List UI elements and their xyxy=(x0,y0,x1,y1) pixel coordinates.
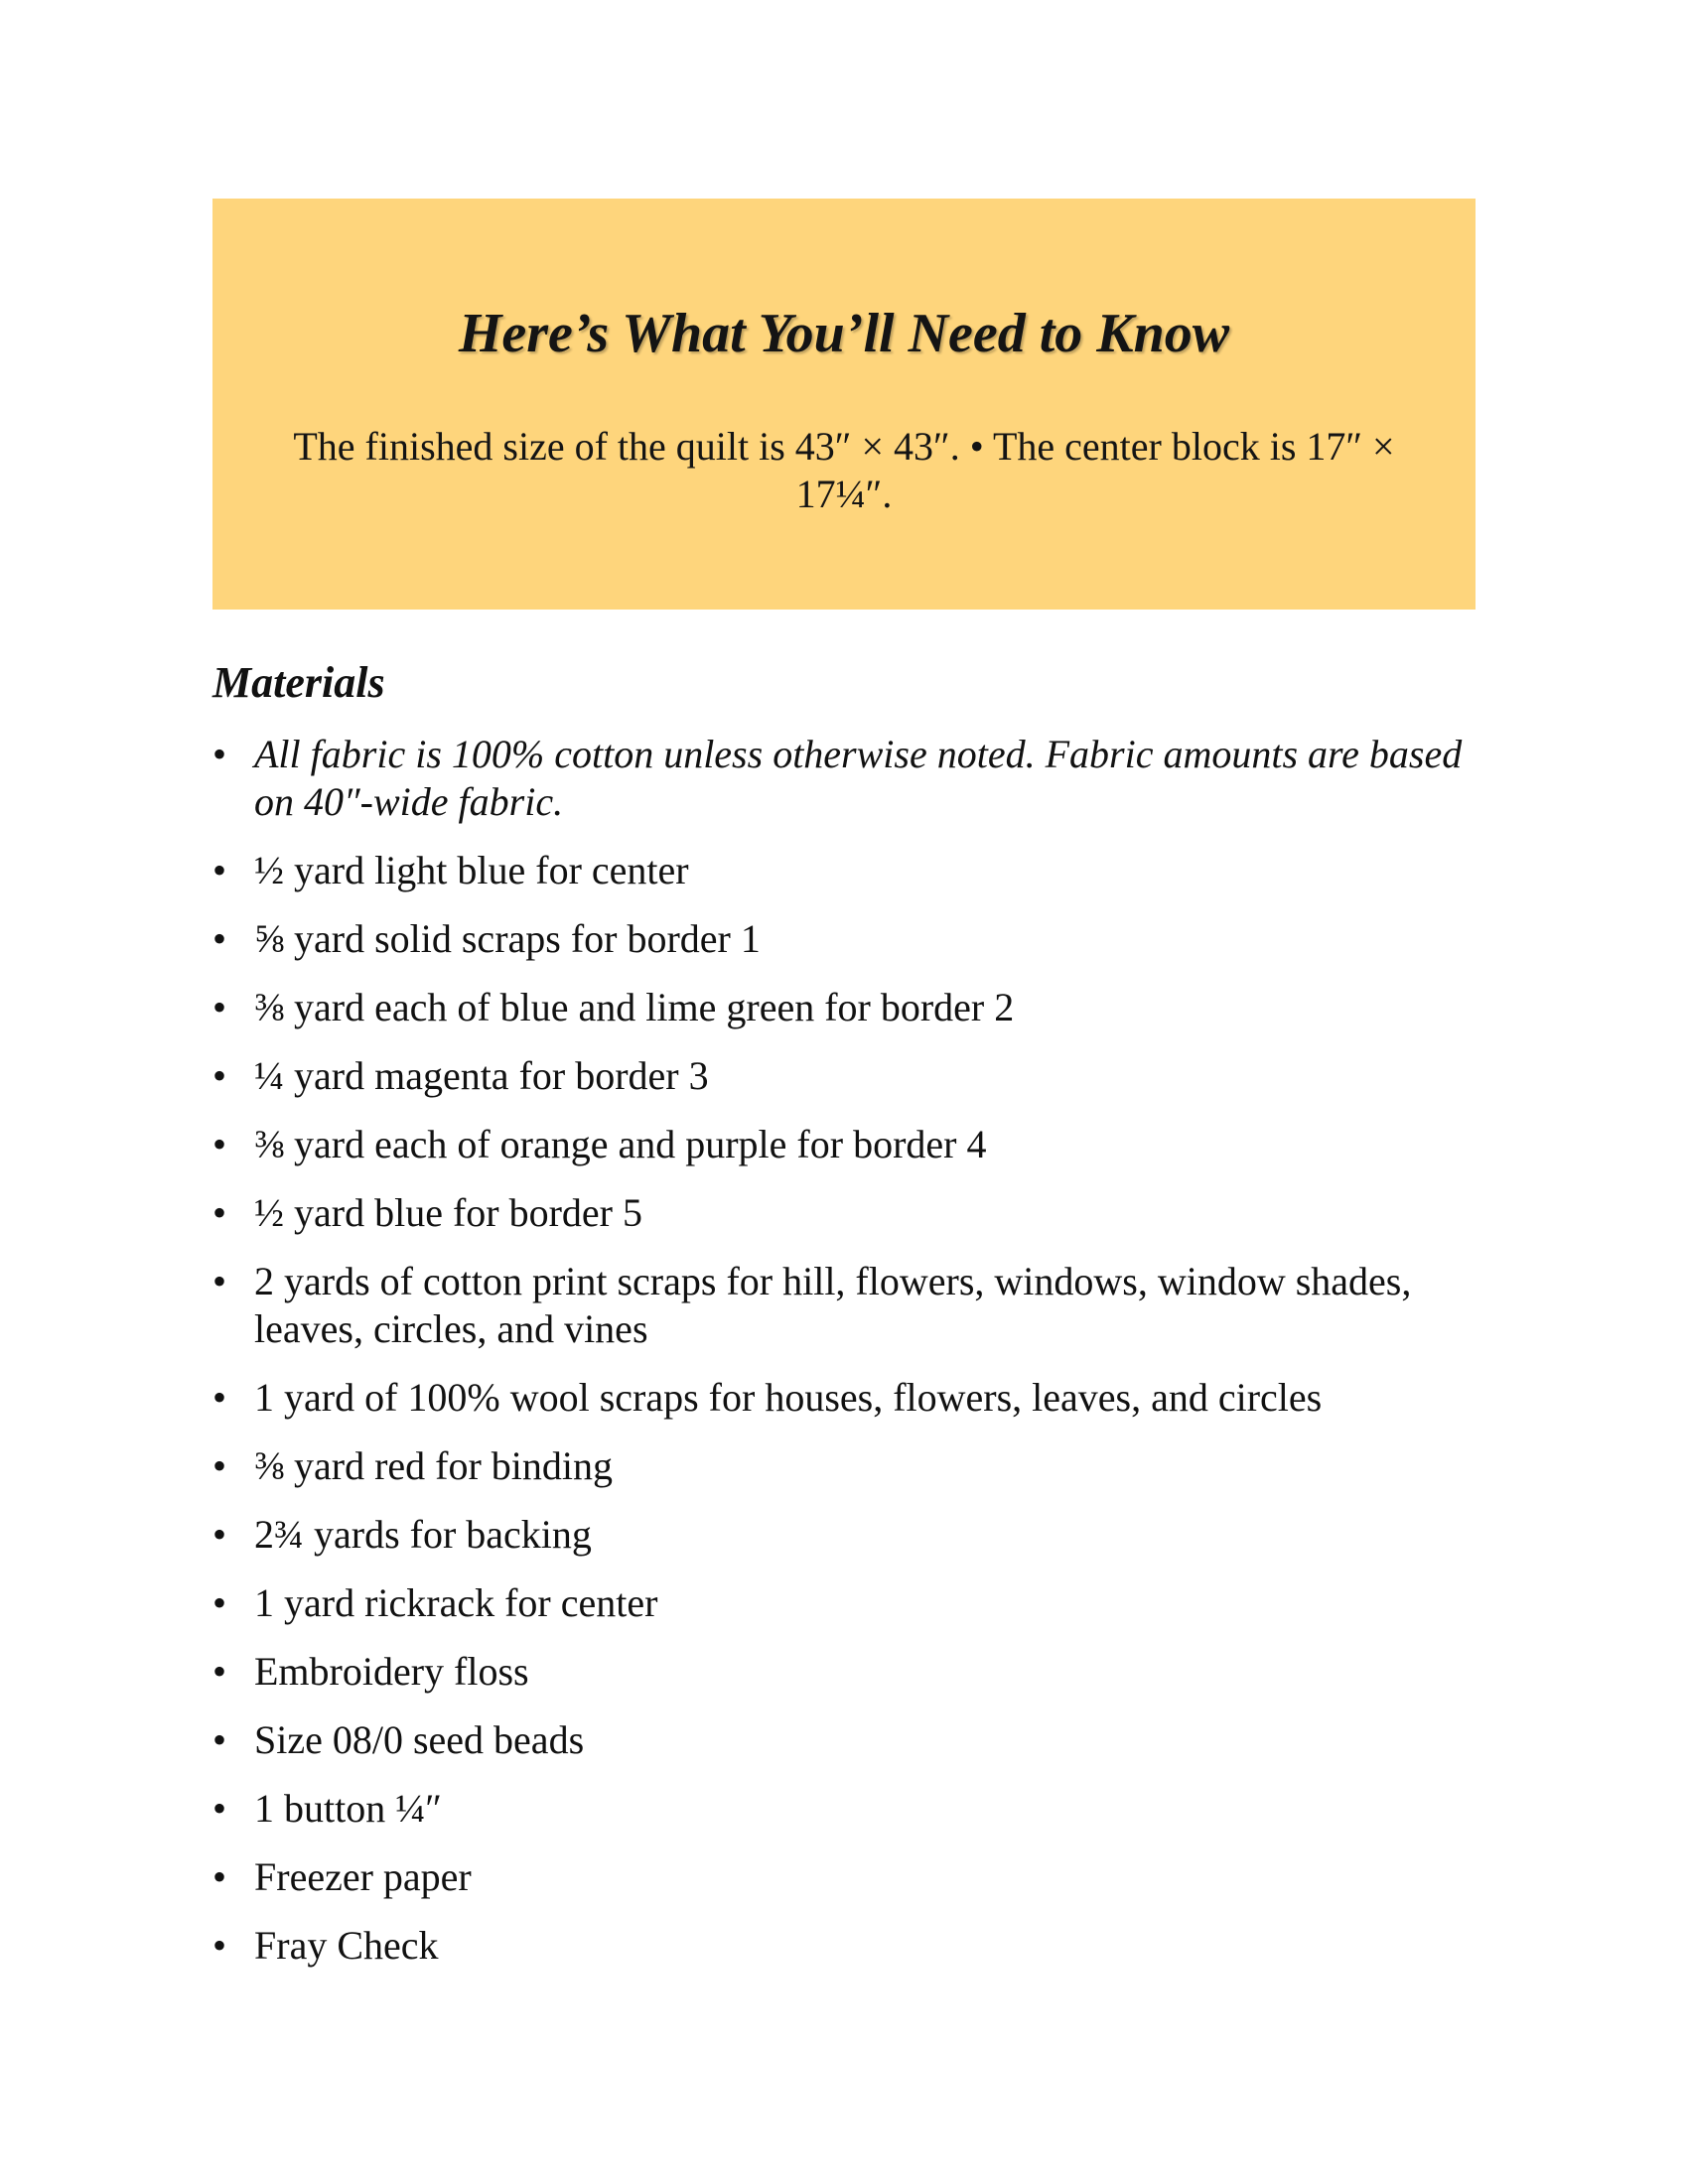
list-item xyxy=(212,1922,1493,1970)
list-item xyxy=(212,1579,1493,1627)
materials-list xyxy=(212,731,1493,1990)
bullet-icon: • xyxy=(212,1649,227,1694)
list-item xyxy=(212,1442,1493,1490)
list-item-text: 1 yard rickrack for center xyxy=(254,1580,658,1625)
list-item xyxy=(212,984,1493,1031)
list-item-text: Freezer paper xyxy=(254,1854,472,1899)
list-item xyxy=(212,1052,1493,1100)
bullet-icon: • xyxy=(212,985,227,1029)
list-item-text: ⅝ yard solid scraps for border 1 xyxy=(254,916,761,961)
list-item-text: Embroidery floss xyxy=(254,1649,529,1694)
list-item xyxy=(212,1258,1493,1353)
materials-note-text: All fabric is 100% cotton unless otherwise noted. Fabric amounts are based on 40″-wide fabric. xyxy=(254,732,1463,824)
bullet-icon: • xyxy=(212,1053,227,1098)
list-item-text: 1 yard of 100% wool scraps for houses, flowers, leaves, and circles xyxy=(254,1375,1323,1420)
list-item-text: Fray Check xyxy=(254,1923,439,1968)
list-item xyxy=(212,1716,1493,1764)
bullet-icon: • xyxy=(212,1190,227,1235)
bullet-icon: • xyxy=(212,1259,227,1303)
bullet-icon: • xyxy=(212,1443,227,1488)
list-item xyxy=(212,1853,1493,1901)
bullet-icon: • xyxy=(212,732,227,776)
list-item-text: 2¾ yards for backing xyxy=(254,1512,592,1557)
materials-heading: Materials xyxy=(212,658,385,707)
list-item-text: 2 yards of cotton print scraps for hill, flowers, windows, window shades, leaves, circles, and vines xyxy=(254,1259,1412,1351)
info-callout-box xyxy=(212,199,1476,610)
bullet-icon: • xyxy=(212,916,227,961)
list-item xyxy=(212,1648,1493,1696)
bullet-icon: • xyxy=(212,1512,227,1557)
list-item xyxy=(212,1121,1493,1168)
list-item xyxy=(212,915,1493,963)
list-item xyxy=(212,1189,1493,1237)
list-item-text: 1 button ¼″ xyxy=(254,1786,442,1831)
materials-note xyxy=(212,731,1493,826)
bullet-icon: • xyxy=(212,848,227,892)
bullet-icon: • xyxy=(212,1923,227,1968)
bullet-icon: • xyxy=(212,1580,227,1625)
bullet-icon: • xyxy=(212,1717,227,1762)
list-item-text: ⅜ yard each of blue and lime green for border 2 xyxy=(254,985,1015,1029)
list-item xyxy=(212,847,1493,894)
list-item xyxy=(212,1785,1493,1833)
bullet-icon: • xyxy=(212,1786,227,1831)
list-item-text: ½ yard light blue for center xyxy=(254,848,689,892)
callout-text: The finished size of the quilt is 43″ × 43″. • The center block is 17″ × 17¼″. xyxy=(293,424,1395,516)
list-item xyxy=(212,1374,1493,1422)
callout-title: Here’s What You’ll Need to Know xyxy=(458,303,1230,364)
list-item-text: ½ yard blue for border 5 xyxy=(254,1190,642,1235)
bullet-icon: • xyxy=(212,1122,227,1166)
bullet-icon: • xyxy=(212,1854,227,1899)
list-item-text: ⅜ yard each of orange and purple for border 4 xyxy=(254,1122,987,1166)
list-item-text: ⅜ yard red for binding xyxy=(254,1443,614,1488)
list-item-text: ¼ yard magenta for border 3 xyxy=(254,1053,709,1098)
list-item-text: Size 08/0 seed beads xyxy=(254,1717,585,1762)
list-item xyxy=(212,1511,1493,1559)
bullet-icon: • xyxy=(212,1375,227,1420)
